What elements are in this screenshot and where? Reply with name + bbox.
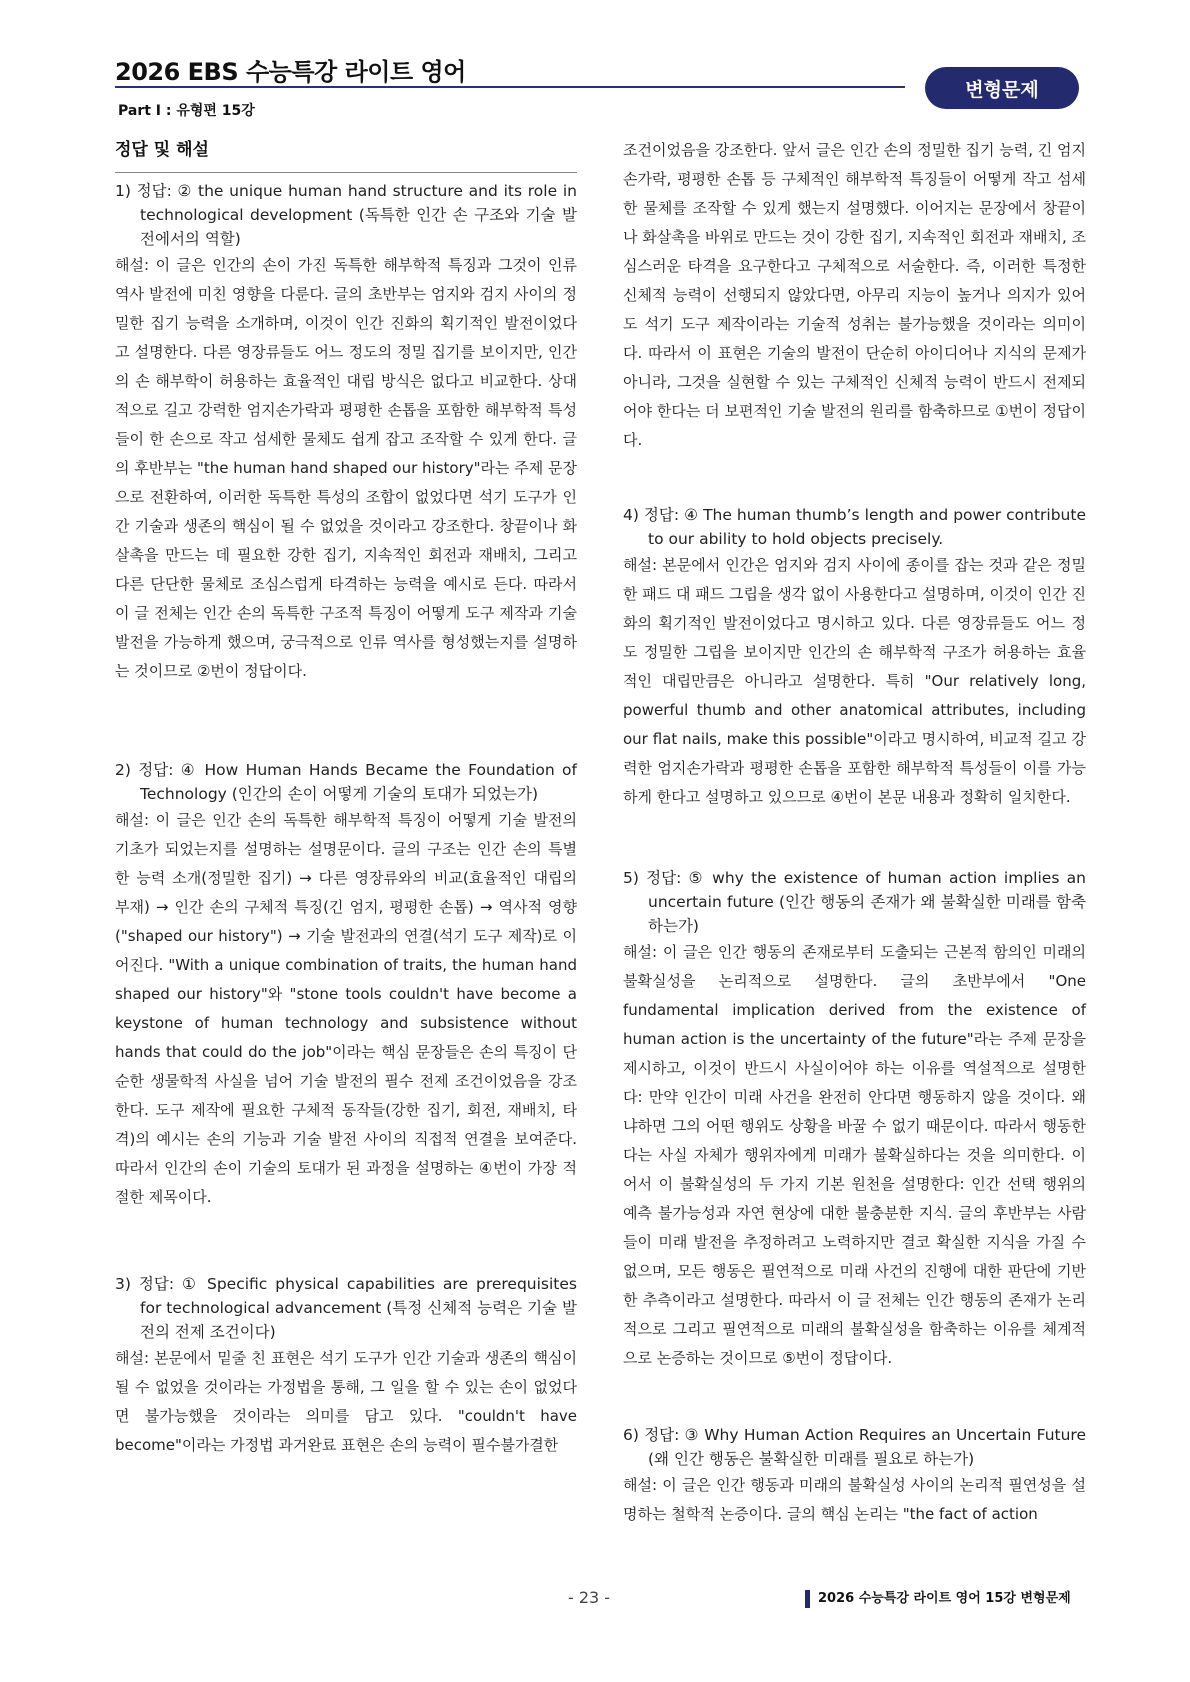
document-subtitle: Part Ⅰ : 유형편 15강 [118,103,255,119]
footer-title: 2026 수능특강 라이트 영어 15강 변형문제 [805,1590,1071,1608]
answer-5: 5) 정답: ⑤ why the existence of human action implies an uncertain future (인간 행동의 존재가 왜 불확실한 미래를 함축하는가) [623,869,1086,935]
answer-1: 1) 정답: ② the unique human hand structure and its role in technological development (독특한 인간 손 구조와 기술 발전에서의 역할) [115,182,577,248]
spacer [623,1373,1086,1423]
right-column [623,136,1086,1529]
explanation-5: 해설: 이 글은 인간 행동의 존재로부터 도출되는 근본적 함의인 미래의 불확실성을 논리적으로 설명한다. 글의 초반부에서 "One fundamental implication derived from the existence of human action is the uncertainty of the future"라는 주제 문장을 제시하고, 이것이 반드시 사실이어야 하는 이유를 역설적으로 설명한다: 만약 인간이 미래 사건을 완전히 안다면 행동하지 않을 것이다. 왜냐하면 그의 어떤 행위도 상황을 바꿀 수 없기 때문이다. 따라서 행동한다는 사실 자체가 행위자에게 미래가 불확실하다는 것을 의미한다. 이어서 이 불확실성의 두 가지 기본 원천을 설명한다: 인간 선택 행위의 예측 불가능성과 자연 현상에 대한 불충분한 지식. 글의 후반부는 사람들이 미래 발전을 추정하려고 노력하지만 결코 확실한 지식을 가질 수 없으며, 모든 행동은 필연적으로 미래 사건의 진행에 대한 판단에 기반한 추측이라고 설명한다. 따라서 이 글 전체는 인간 행동의 존재가 논리적으로 그리고 필연적으로 미래의 불확실성을 함축하는 이유를 체계적으로 논증하는 것이므로 ⑤번이 정답이다. [623,943,1086,1367]
explanation-4: 해설: 본문에서 인간은 엄지와 검지 사이에 종이를 잡는 것과 같은 정밀한 패드 대 패드 그립을 생각 없이 사용한다고 설명하며, 이것이 인간 진화의 획기적인 발전이었다고 명시하고 있다. 다른 영장류들도 어느 정도 정밀한 그립을 보이지만 인간의 손 해부학적 구조가 허용하는 효율적인 대립만큼은 아니라고 설명한다. 특히 "Our relatively long, powerful thumb and other anatomical attributes, including our flat nails, make this possible"이라고 명시하여, 비교적 길고 강력한 엄지손가락과 평평한 손톱을 포함한 해부학적 특성들이 이를 가능하게 한다고 설명하고 있으므로 ④번이 본문 내용과 정확히 일치한다. [623,556,1086,806]
explanation-2: 해설: 이 글은 인간 손의 독특한 해부학적 특징이 어떻게 기술 발전의 기초가 되었는지를 설명하는 설명문이다. 글의 구조는 인간 손의 특별한 능력 소개(정밀한 집기) → 다른 영장류와의 비교(효율적인 대립의 부재) → 인간 손의 구체적 특징(긴 엄지, 평평한 손톱) → 역사적 영향("shaped our history") → 기술 발전과의 연결(석기 도구 제작)로 이어진다. "With a unique combination of traits, the human hand shaped our history"와 "stone tools couldn't have become a keystone of human technology and subsistence without hands that could do the job"이라는 핵심 문장들은 손의 특징이 단순한 생물학적 사실을 넘어 기술 발전의 필수 전제 조건이었음을 강조한다. 도구 제작에 필요한 구체적 동작들(강한 집기, 회전, 재배치, 타격)의 예시는 손의 기능과 기술 발전 사이의 직접적 연결을 보여준다. 따라서 인간의 손이 기술의 토대가 된 과정을 설명하는 ④번이 가장 적절한 제목이다. [115,811,577,1206]
answer-2: 2) 정답: ④ How Human Hands Became the Foundation of Technology (인간의 손이 어떻게 기술의 토대가 되었는가) [115,761,577,803]
answer-6: 6) 정답: ③ Why Human Action Requires an Uncertain Future (왜 인간 행동은 불확실한 미래를 필요로 하는가) [623,1426,1086,1468]
explanation-3-part2: 조건이었음을 강조한다. 앞서 글은 인간 손의 정밀한 집기 능력, 긴 엄지손가락, 평평한 손톱 등 구체적인 해부학적 특징들이 어떻게 작고 섬세한 물체를 조작할 수 있게 했는지 설명했다. 이어지는 문장에서 창끝이나 화살촉을 바위로 만드는 것이 강한 집기, 지속적인 회전과 재배치, 조심스러운 타격을 요구한다고 구체적으로 서술한다. 즉, 이러한 특정한 신체적 능력이 선행되지 않았다면, 아무리 지능이 높거나 의지가 있어도 석기 도구 제작이라는 기술적 성취는 불가능했을 것이라는 의미이다. 따라서 이 표현은 기술의 발전이 단순히 아이디어나 지식의 문제가 아니라, 그것을 실현할 수 있는 구체적인 신체적 능력이 반드시 전제되어야 한다는 더 보편적인 기술 발전의 원리를 함축하므로 ①번이 정답이다. [623,141,1086,449]
spacer [623,812,1086,866]
answer-4: 4) 정답: ④ The human thumb’s length and power contribute to our ability to hold objects precisely. [623,506,1086,548]
variant-badge: 변형문제 [925,67,1079,109]
spacer [623,455,1086,503]
spacer [115,1212,577,1272]
explanation-3-part1: 해설: 본문에서 밑줄 친 표현은 석기 도구가 인간 기술과 생존의 핵심이 될 수 없었을 것이라는 가정법을 통해, 그 일을 할 수 있는 손이 없었다면 불가능했을 것이라는 의미를 담고 있다. "couldn't have become"이라는 가정법 과거완료 표현은 손의 능력이 필수불가결한 [115,1349,577,1454]
page-number: - 23 - [568,1588,611,1607]
section-title: 정답 및 해설 [115,138,577,173]
spacer [115,686,577,758]
explanation-6: 해설: 이 글은 인간 행동과 미래의 불확실성 사이의 논리적 필연성을 설명하는 철학적 논증이다. 글의 핵심 논리는 "the fact of action [623,1476,1086,1523]
document-title: 2026 EBS 수능특강 라이트 영어 [115,58,466,86]
header-rule [115,86,905,88]
explanation-1: 해설: 이 글은 인간의 손이 가진 독특한 해부학적 특징과 그것이 인류 역사 발전에 미친 영향을 다룬다. 글의 초반부는 엄지와 검지 사이의 정밀한 집기 능력을 소개하며, 이것이 인간 진화의 획기적인 발전이었다고 설명한다. 다른 영장류들도 어느 정도의 정밀 집기를 보이지만, 인간의 손 해부학이 허용하는 효율적인 대립 방식은 없다고 비교한다. 상대적으로 길고 강력한 엄지손가락과 평평한 손톱을 포함한 해부학적 특성들이 한 손으로 작고 섬세한 물체도 쉽게 잡고 조작할 수 있게 한다. 글의 후반부는 "the human hand shaped our history"라는 주제 문장으로 전환하여, 이러한 독특한 특성의 조합이 없었다면 석기 도구가 인간 기술과 생존의 핵심이 될 수 없었을 것이라고 강조한다. 창끝이나 화살촉을 만드는 데 필요한 강한 집기, 지속적인 회전과 재배치, 그리고 다른 단단한 물체로 조심스럽게 타격하는 능력을 예시로 든다. 따라서 이 글 전체는 인간 손의 독특한 구조적 특징이 어떻게 도구 제작과 기술 발전을 가능하게 했으며, 궁극적으로 인류 역사를 형성했는지를 설명하는 것이므로 ②번이 정답이다. [115,256,577,680]
left-column [115,138,577,1460]
answer-3: 3) 정답: ① Specific physical capabilities are prerequisites for technological advancement (특정 신체적 능력은 기술 발전의 전제 조건이다) [115,1275,577,1341]
